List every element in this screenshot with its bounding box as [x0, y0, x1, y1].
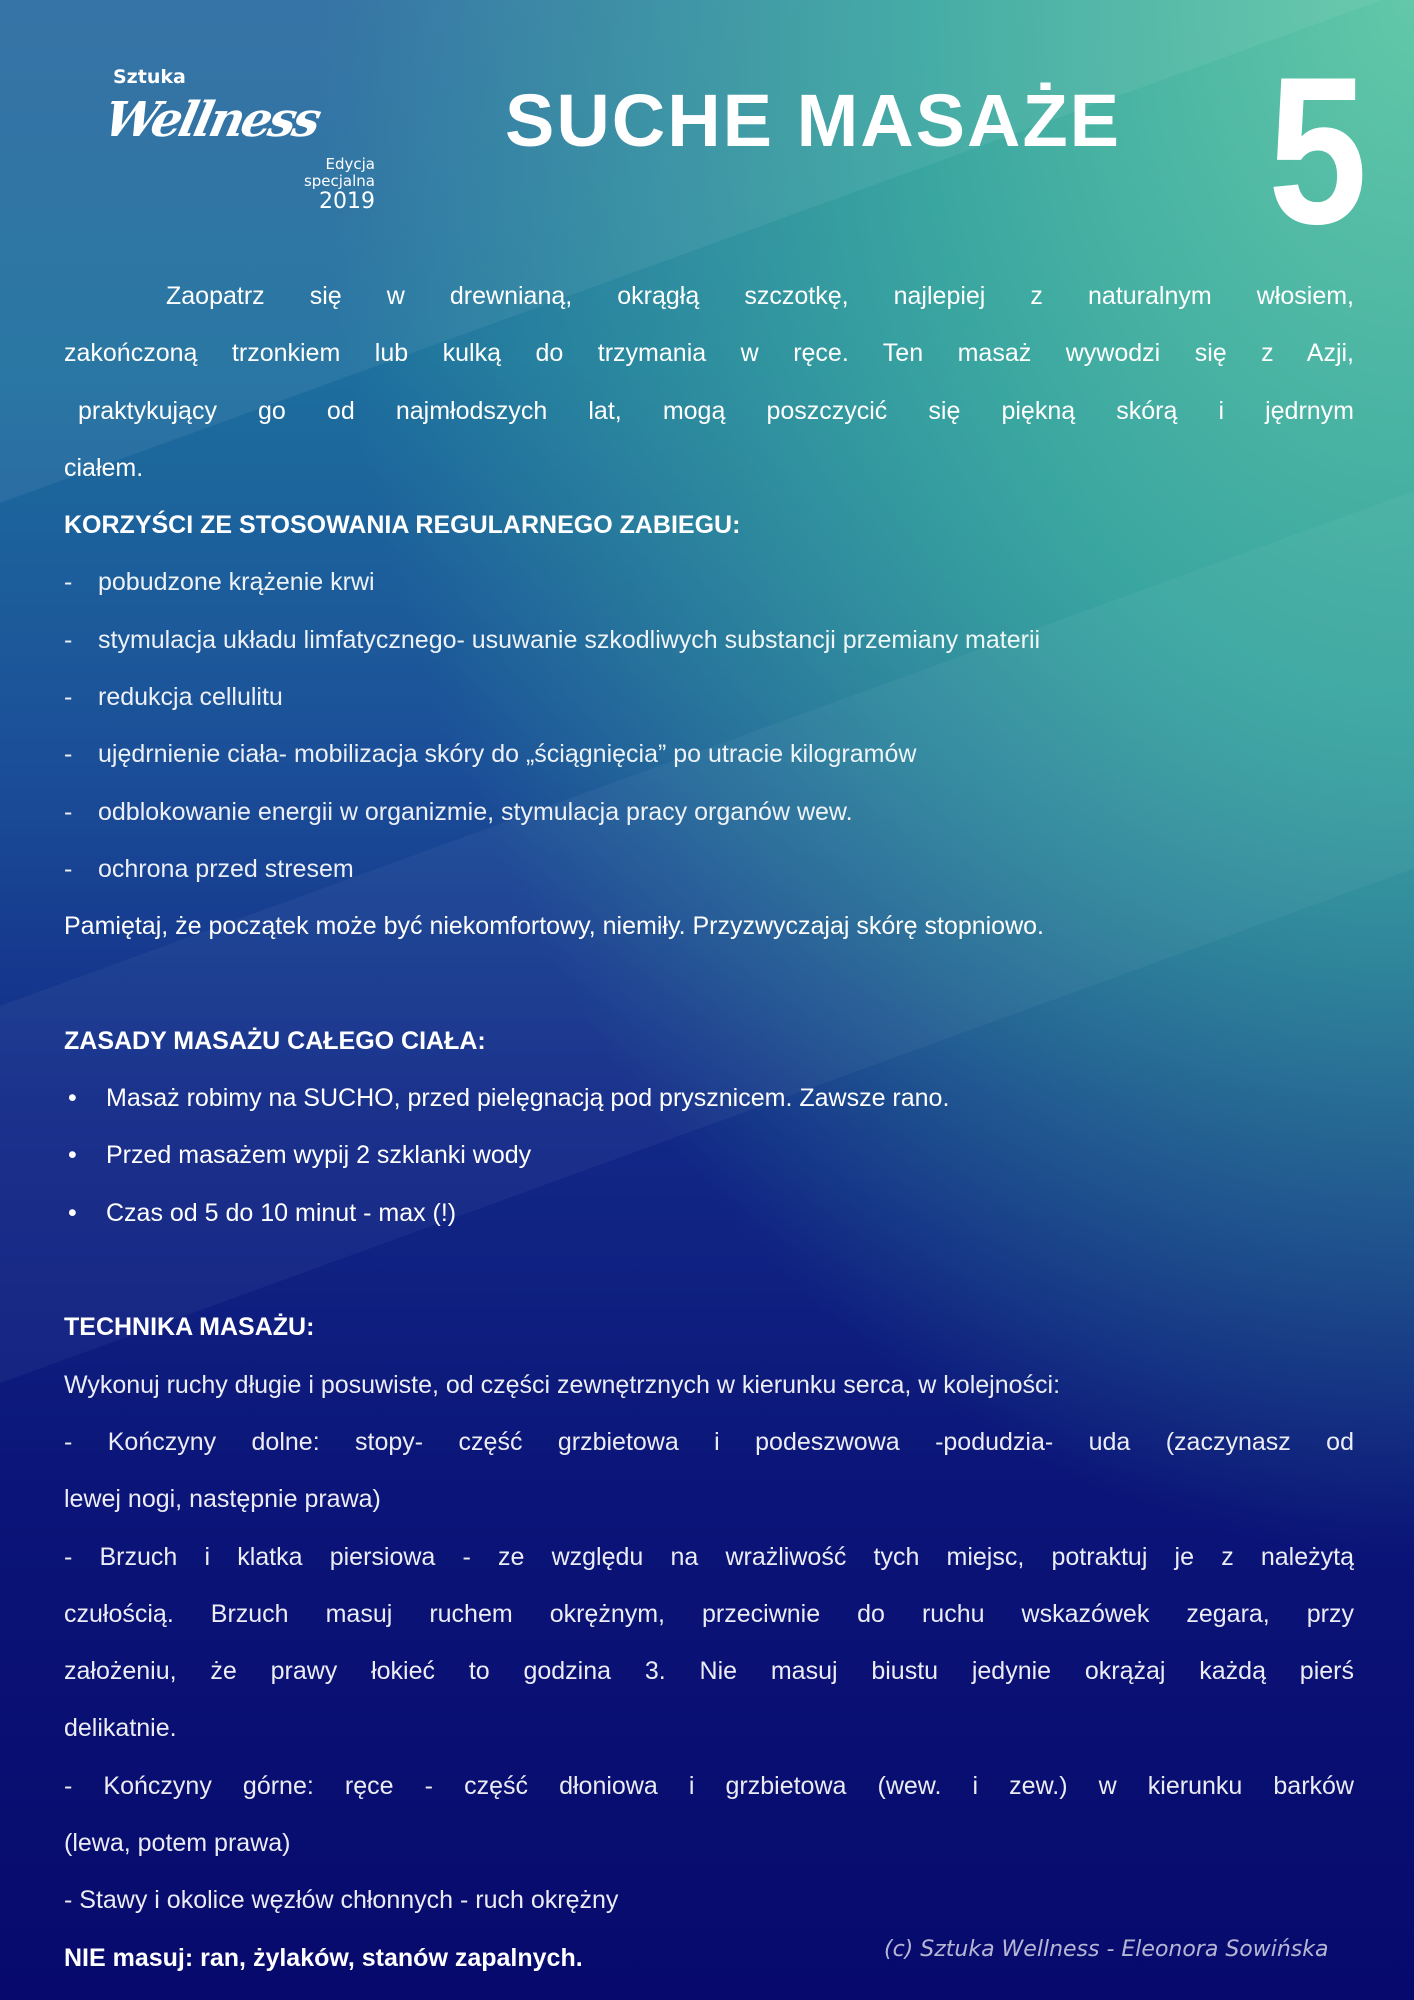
benefit-text: pobudzone krążenie krwi [98, 568, 375, 597]
rule-text: Masaż robimy na SUCHO, przed pielęgnacją pod prysznicem. Zawsze rano. [106, 1084, 950, 1113]
technique-line: lewej nogi, następnie prawa) [64, 1485, 381, 1514]
dash-marker: - [64, 797, 73, 826]
technique-line: delikatnie. [64, 1714, 177, 1743]
technique-line: - Kończyny dolne: stopy- część grzbietowa i podeszwowa -podudzia- uda (zaczynasz od [64, 1427, 1354, 1456]
rule-item [64, 1070, 1354, 1127]
intro-line: zakończoną trzonkiem lub kulką do trzymania w ręce. Ten masaż wywodzi się z Azji, [64, 339, 1354, 368]
warning: NIE masuj: ran, żylaków, stanów zapalnych. [64, 1943, 583, 1972]
logo-brand-top: Sztuka [113, 66, 186, 88]
benefits-list [64, 554, 1354, 898]
intro-line: praktykujący go od najmłodszych lat, mogą poszczycić się piękną skórą i jędrnym [78, 396, 1354, 425]
rule-item [64, 1185, 1354, 1242]
rules-heading: ZASADY MASAŻU CAŁEGO CIAŁA: [64, 1026, 486, 1055]
dash-marker: - [64, 683, 73, 712]
dash-marker: - [64, 740, 73, 769]
bullet-icon: • [68, 1198, 77, 1227]
benefit-item [64, 784, 1354, 841]
technique-line: czułością. Brzuch masuj ruchem okrężnym, przeciwnie do ruchu wskazówek zegara, przy [64, 1599, 1354, 1628]
technique-text [64, 1357, 1354, 1930]
benefit-item [64, 554, 1354, 611]
intro-line: Zaopatrz się w drewnianą, okrągłą szczotkę, najlepiej z naturalnym włosiem, [166, 282, 1354, 310]
benefit-item [64, 669, 1354, 726]
logo [99, 66, 375, 226]
technique-line: (lewa, potem prawa) [64, 1829, 291, 1858]
page-title: SUCHE MASAŻE [505, 79, 1122, 162]
logo-edition-line: specjalna [303, 172, 375, 190]
footer-credit: (c) Sztuka Wellness - Eleonora Sowińska [884, 1937, 1329, 1962]
logo-brand-main: Wellness [99, 92, 324, 148]
intro-line: ciałem. [64, 453, 144, 482]
logo-edition [304, 156, 375, 214]
technique-line: założeniu, że prawy łokieć to godzina 3. Nie masuj biustu jedynie okrążaj każdą pierś [64, 1657, 1354, 1686]
rule-item [64, 1127, 1354, 1184]
page-number: 5 [1268, 33, 1368, 268]
benefit-text: redukcja cellulitu [98, 683, 283, 712]
benefit-item [64, 841, 1354, 898]
benefit-text: ochrona przed stresem [98, 854, 354, 883]
content [64, 268, 1354, 1987]
technique-line: - Brzuch i klatka piersiowa - ze względu na wrażliwość tych miejsc, potraktuj je z należytą [64, 1542, 1354, 1571]
rule-text: Przed masażem wypij 2 szklanki wody [106, 1141, 532, 1170]
technique-line: - Stawy i okolice węzłów chłonnych - ruch okrężny [64, 1886, 619, 1915]
benefit-text: odblokowanie energii w organizmie, stymulacja pracy organów wew. [98, 797, 853, 826]
technique-heading: TECHNIKA MASAŻU: [64, 1313, 315, 1342]
technique-line: - Kończyny górne: ręce - część dłoniowa i grzbietowa (wew. i zew.) w kierunku barków [64, 1771, 1354, 1800]
dash-marker: - [64, 854, 73, 883]
logo-edition-line: Edycja [325, 155, 375, 173]
benefit-item [64, 726, 1354, 783]
logo-year: 2019 [319, 189, 375, 214]
bullet-icon: • [68, 1141, 77, 1170]
bullet-icon: • [68, 1084, 77, 1113]
benefits-heading: KORZYŚCI ZE STOSOWANIA REGULARNEGO ZABIEGU: [64, 511, 741, 540]
rules-list [64, 1070, 1354, 1242]
benefit-text: stymulacja układu limfatycznego- usuwanie szkodliwych substancji przemiany materii [98, 625, 1041, 654]
dash-marker: - [64, 568, 73, 597]
reminder: Pamiętaj, że początek może być niekomfortowy, niemiły. Przyzwyczajaj skórę stopniowo. [64, 912, 1044, 941]
dash-marker: - [64, 625, 73, 654]
technique-line: Wykonuj ruchy długie i posuwiste, od części zewnętrznych w kierunku serca, w kolejności: [64, 1370, 1061, 1399]
benefit-text: ujędrnienie ciała- mobilizacja skóry do „ściągnięcia” po utracie kilogramów [98, 740, 917, 769]
rule-text: Czas od 5 do 10 minut - max (!) [106, 1198, 457, 1227]
benefit-item [64, 612, 1354, 669]
